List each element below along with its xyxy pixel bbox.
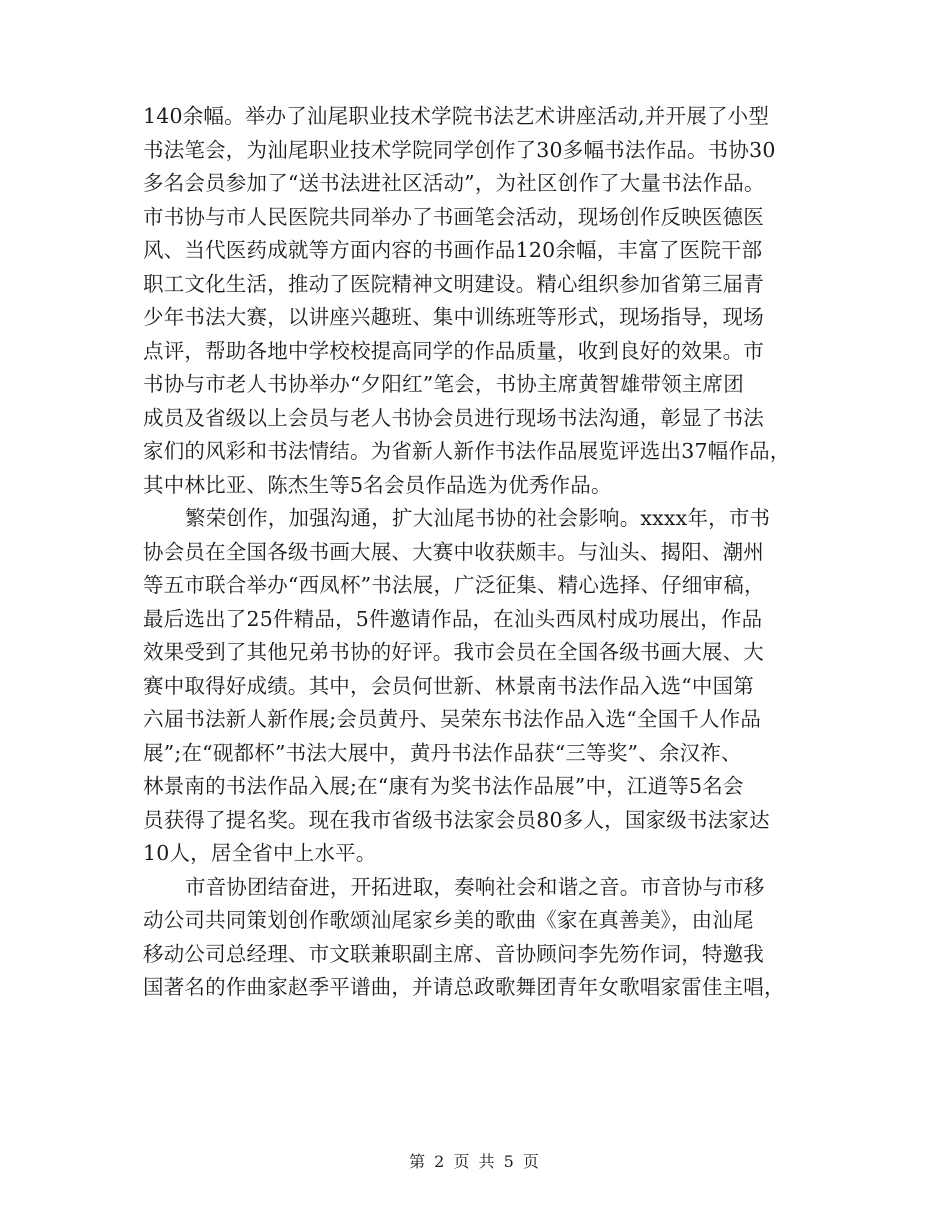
text-line: 动公司共同策划创作歌颂汕尾家乡美的歌曲《家在真善美》，由汕尾 [143,908,754,932]
text-line: 点评，帮助各地中学校校提高同学的作品质量，收到良好的效果。市 [143,338,764,363]
text-line: 市音协团结奋进，开拓进取，奏响社会和谐之音。市音协与市移 [185,874,765,899]
paragraph [143,502,823,871]
text-line: 风、当代医药成就等方面内容的书画作品120余幅，丰富了医院干部 [143,238,763,262]
text-line: 其中林比亚、陈杰生等5名会员作品选为优秀作品。 [143,472,612,497]
text-line: 书法笔会，为汕尾职业技术学院同学创作了30多幅书法作品。书协30 [143,137,776,162]
paragraph [143,100,823,502]
text-line: 140余幅。举办了汕尾职业技术学院书法艺术讲座活动,并开展了小型 [143,104,770,128]
text-line: 书协与市老人书协举办“夕阳红”笔会，书协主席黄智雄带领主席团 [143,372,744,396]
text-line: 最后选出了25件精品，5件邀请作品，在汕头西凤村成功展出，作品 [143,606,763,631]
text-line: 展”;在“砚都杯”书法大展中，黄丹书法作品获“三等奖”、余汉祚、 [143,740,742,765]
text-line: 赛中取得好成绩。其中，会员何世新、林景南书法作品入选“中国第 [143,673,754,698]
text-line: 等五市联合举办“西凤杯”书法展，广泛征集、精心选择、仔细审稿， [143,573,765,597]
text-line: 多名会员参加了“送书法进社区活动”，为社区创作了大量书法作品。 [143,171,765,195]
text-line: 少年书法大赛，以讲座兴趣班、集中训练班等形式，现场指导，现场 [143,305,764,329]
text-line: 职工文化生活，推动了医院精神文明建设。精心组织参加省第三届青 [143,271,764,296]
page-footer: 第 2 页 共 5 页 [409,1152,541,1171]
text-line: 10人，居全省中上水平。 [143,841,377,865]
text-line: 协会员在全国各级书画大展、大赛中收获颇丰。与汕头、揭阳、潮州 [143,539,764,564]
text-line: 市书协与市人民医院共同举办了书画笔会活动，现场创作反映医德医 [143,204,764,229]
text-line: 繁荣创作，加强沟通，扩大汕尾书协的社会影响。xxxx年，市书 [185,506,771,530]
paragraph [143,871,823,1005]
text-line: 员获得了提名奖。现在我市省级书法家会员80多人，国家级书法家达 [143,807,770,832]
text-line: 移动公司总经理、市文联兼职副主席、音协顾问李先笏作词，特邀我 [143,941,764,966]
text-line: 家们的风彩和书法情结。为省新人新作书法作品展览评选出37幅作品， [143,439,791,463]
text-line: 林景南的书法作品入展;在“康有为奖书法作品展”中，江逍等5名会 [143,774,744,798]
text-line: 国著名的作曲家赵季平谱曲，并请总政歌舞团青年女歌唱家雷佳主唱， [143,975,785,999]
body-text [143,100,823,1005]
text-line: 成员及省级以上会员与老人书协会员进行现场书法沟通，彰显了书法 [143,405,764,430]
text-line: 六届书法新人新作展;会员黄丹、吴荣东书法作品入选“全国千人作品 [143,707,762,731]
text-line: 效果受到了其他兄弟书协的好评。我市会员在全国各级书画大展、大 [143,640,764,664]
